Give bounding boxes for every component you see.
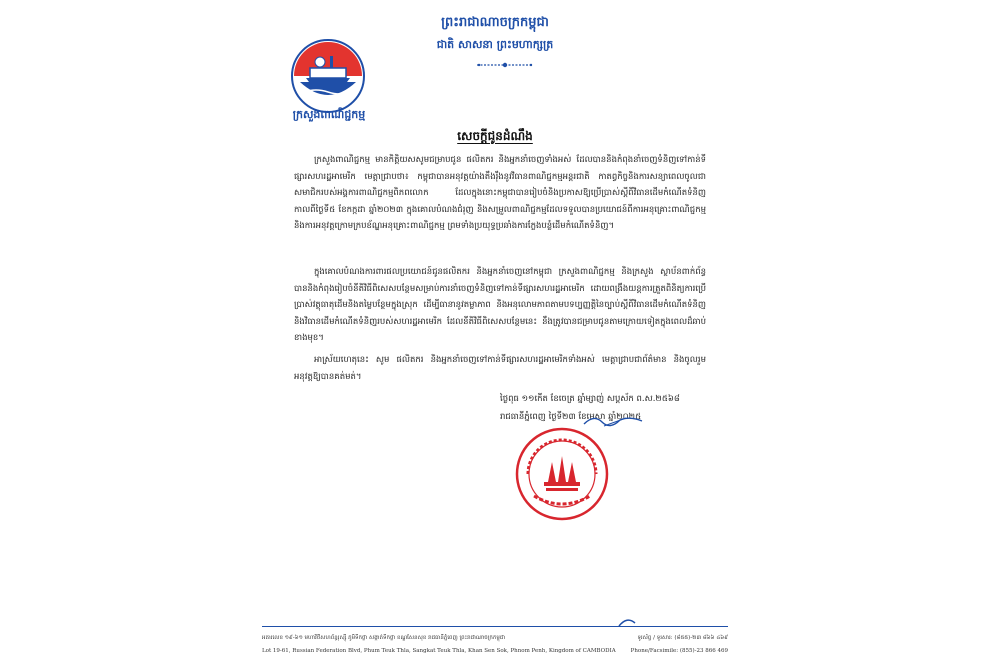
footer-phone-en: Phone/Facsimile: (855)-23 866 469 [630,648,728,654]
letter-page [262,0,728,660]
body-paragraph-2: ក្នុងគោលបំណងការពារផលប្រយោជន៍ជូនផលិតករ និងអ្នកនាំចេញនៅកម្ពុជា ក្រសួងពាណិជ្ជកម្ម និងក្រសួង ស្ថាប័នពាក់ព័ន្ធ បាននិងកំពុងរៀបចំនីតិវិធីពិសេសបន្ថែមសម្រាប់ការនាំចេញទំនិញទៅកាន់ទីផ្សារសហរដ្ឋអាមេរិក ដោយពង្រឹងយន្តការត្រួតពិនិត្យការប្រើប្រាស់វត្ថុធាតុដើមនិងតម្លៃបន្ថែមក្នុងស្រុក ដើម្បីធានានូវតម្លាភាព និងអនុលោមភាពតាមបទប្បញ្ញត្តិនៃច្បាប់ស្តីពីវិធានដើមកំណើតទំនិញ និងវិធានដើមកំណើតទំនិញរបស់សហរដ្ឋអាមេរិក ដែលនីតិវិធីពិសេសបន្ថែមនេះ នឹងត្រូវបានជម្រាបជូនតាមក្រោយទៀតក្នុងពេលដ៏ឆាប់ខាងមុខ។ [294,267,706,343]
national-motto: ជាតិ សាសនា ព្រះមហាក្សត្រ [436,38,554,51]
footer-mark-icon [618,618,636,628]
ministry-logo-icon [290,38,366,114]
official-seal-icon [514,426,610,522]
footer-phone-kh: ទូរស័ព្ទ / ទូរសារ: (៨៥៥)-២៣ ៨៦៦ ៤៦៩ [637,635,728,641]
footer-divider [262,626,728,627]
body-paragraph-3: អាស្រ័យហេតុនេះ សូម ផលិតករ និងអ្នកនាំចេញទៅកាន់ទីផ្សារសហរដ្ឋអាមេរិកទាំងអស់ មេត្តាជ្រាបជាព័ត៌មាន និងចូលរួមអនុវត្តឱ្យបានគត់មត់។ [294,355,706,382]
footer-address-english [262,648,728,654]
body-paragraph-1: ក្រសួងពាណិជ្ជកម្ម មានកិត្តិយសសូមជម្រាបជូន ផលិតករ និងអ្នកនាំចេញទាំងអស់ ដែលបាននិងកំពុងនាំចេញទំនិញទៅកាន់ទីផ្សារសហរដ្ឋអាមេរិក មេត្តាជ្រាបថា៖ កម្ពុជាបានអនុវត្តយ៉ាងតឹងរ៉ឹងនូវវិធានពាណិជ្ជកម្មអន្តរជាតិ កាតព្វកិច្ចនិងការសន្យាពេលចូលជាសមាជិករបស់អង្គការពាណិជ្ជកម្មពិភពលោក ដែលក្នុងនោះកម្ពុជាបានរៀបចំនិងប្រកាសឱ្យប្រើប្រាស់ស្តីពីវិធានដើមកំណើតទំនិញ កាលពីថ្ងៃទី៥ ខែកក្កដា ឆ្នាំ២០២៣ ក្នុងគោលបំណងជំរុញ និងសម្រួលពាណិជ្ជកម្មដែលទទួលបានប្រយោជន៍ពីការអនុគ្រោះពាណិជ្ជកម្ម និងការអនុវត្តក្រោមក្របខ័ណ្ឌអនុគ្រោះពាណិជ្ជកម្ម ព្រមទាំងប្រយុទ្ធប្រឆាំងការក្លែងបន្លំដើមកំណើតទំនិញ។ [294,155,706,231]
document-title: សេចក្តីជូនដំណឹង [457,129,533,143]
footer-address-khmer [262,634,728,642]
solar-date: រាជធានីភ្នំពេញ ថ្ងៃទី២៣ ខែមេសា ឆ្នាំ២០២៥ [500,412,642,422]
ministry-name: ក្រសួងពាណិជ្ជកម្ម [292,108,366,121]
footer-address-kh-text: អគារលេខ ១៩-៦១ មហាវិថីសហព័ន្ធរុស្ស៊ី ភូមិទឹកថ្លា សង្កាត់ទឹកថ្លា ខណ្ឌសែនសុខ រាជធានីភ្នំពេញ ព្រះរាជាណាចក្រកម្ពុជា [262,635,506,641]
header-ornament [475,60,535,70]
footer-address-en-text: Lot 19-61, Russian Federation Blvd, Phum Teuk Thla, Sangkat Teuk Thla, Khan Sen Sok, Phnom Penh, Kingdom of CAMBODIA [262,648,616,654]
kingdom-title: ព្រះរាជាណាចក្រកម្ពុជា [441,15,549,30]
lunar-date: ថ្ងៃពុធ ១១កើត ខែចេត្រ ឆ្នាំម្សាញ់ សប្តស័ក ព.ស.២៥៦៨ [500,394,680,404]
